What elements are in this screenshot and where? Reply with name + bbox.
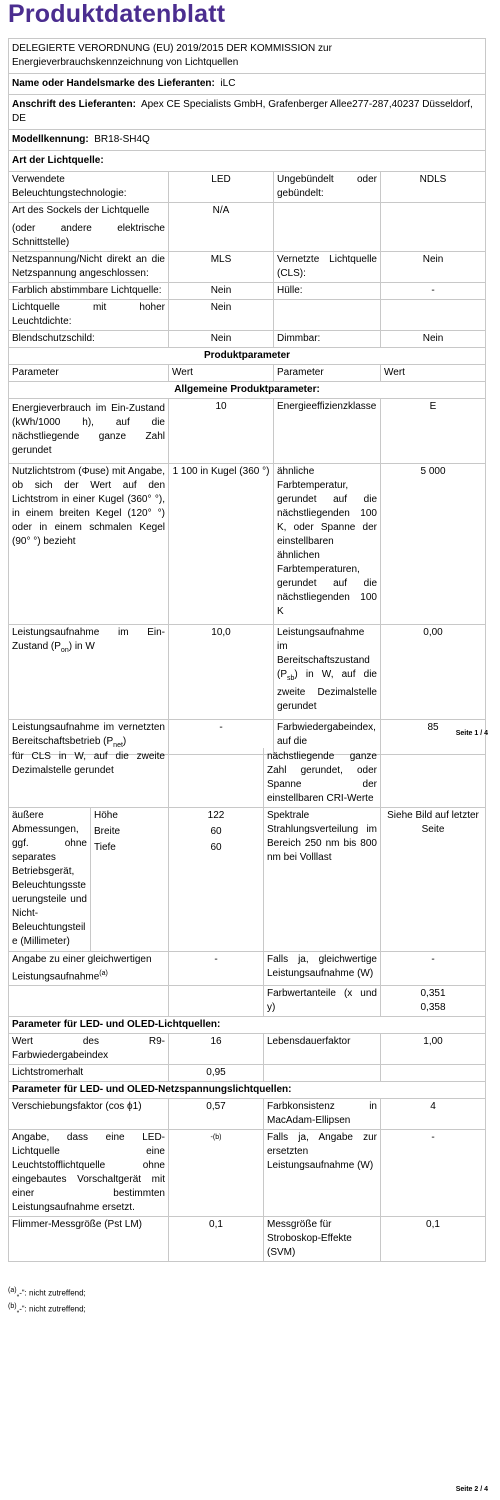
footnote-b — [8, 1303, 86, 1314]
cell — [169, 986, 264, 1017]
depth-label: Tiefe — [94, 842, 116, 853]
table-row — [9, 1065, 486, 1082]
cell: - — [381, 952, 486, 986]
page-label-2: Seite 2 / 4 — [455, 1486, 488, 1493]
cell: Wert des R9-Farbwiedergabeindex — [9, 1034, 169, 1065]
table-row — [9, 172, 486, 203]
cell — [381, 203, 486, 252]
cell — [9, 203, 169, 252]
cell: für CLS in W, auf die zweite Dezimalstelle gerundet — [9, 749, 169, 808]
cell: - — [169, 720, 274, 755]
cell: Ungebündelt oder gebündelt: — [274, 172, 381, 203]
cell: 16 — [169, 1034, 264, 1065]
table-row — [9, 952, 486, 986]
cell: - — [381, 283, 486, 300]
general-header-row — [9, 382, 486, 399]
cell: Lichtstromerhalt — [9, 1065, 169, 1082]
table-row — [9, 1130, 486, 1217]
cell: Flimmer-Messgröße (Pst LM) — [9, 1217, 169, 1262]
column-header: Parameter — [9, 365, 169, 382]
cell: Energieverbrauch im Ein-Zustand (kWh/1000 h), auf die nächstliegende ganze Zahl gerundet — [9, 399, 169, 464]
cell: N/A — [169, 203, 274, 252]
cell: Nein — [169, 331, 274, 348]
product-table-page-2 — [8, 748, 486, 1262]
cell-subscript: sb — [287, 675, 295, 682]
cell: nächstliegende ganze Zahl gerundet, oder Spanne der einstellbaren CRI-Werte — [264, 749, 381, 808]
cell: Farbwiedergabeindex, auf die — [274, 720, 381, 755]
general-header: Allgemeine Produktparameter: — [9, 382, 486, 399]
cell: - — [381, 1130, 486, 1217]
cell: Verwendete Beleuchtungstechnologie: — [9, 172, 169, 203]
cell: 1 100 in Kugel (360 °) — [169, 464, 274, 625]
params-header-row — [9, 348, 486, 365]
cell — [381, 986, 486, 1017]
cell: Vernetzte Lichtquelle (CLS): — [274, 252, 381, 283]
dimensions-row — [9, 808, 486, 952]
supplier-value: iLC — [220, 78, 236, 89]
cell: Angabe, dass eine LED-Lichtquelle eine Leuchtstofflichtquelle ohne eingebautes Vorschaltgerät mit einer bestimmten Leistungsaufnahme ersetzt. — [9, 1130, 169, 1217]
cell: Farbwertanteile (x und y) — [264, 986, 381, 1017]
height-label: Höhe — [94, 810, 118, 821]
table-row — [9, 625, 486, 720]
cell: -(b) — [169, 1130, 264, 1217]
cell: 5 000 — [381, 464, 486, 625]
cell: 10 — [169, 399, 274, 464]
cell: 0,95 — [169, 1065, 264, 1082]
cell-subscript: on — [60, 647, 69, 654]
table-row — [9, 1099, 486, 1130]
cell: 4 — [381, 1099, 486, 1130]
cell: 0,1 — [169, 1217, 264, 1262]
cell — [274, 203, 381, 252]
type-header: Art der Lichtquelle: — [9, 151, 486, 172]
page-label-1: Seite 1 / 4 — [455, 730, 488, 737]
table-row — [9, 749, 486, 808]
column-header: Parameter — [274, 365, 381, 382]
cell — [381, 1065, 486, 1082]
cell — [274, 625, 381, 720]
cell: 0,00 — [381, 625, 486, 720]
cell-line: (oder andere elektrische Schnittstelle) — [12, 223, 165, 248]
cell: Verschiebungsfaktor (cos ϕ1) — [9, 1099, 169, 1130]
cell-text: ) in W, auf die zweite Dezimalstelle gerundet — [277, 669, 377, 712]
column-header: Wert — [381, 365, 486, 382]
cell: Farblich abstimmbare Lichtquelle: — [9, 283, 169, 300]
cell: 85 — [381, 720, 486, 755]
cell-line: Art des Sockels der Lichtquelle — [12, 205, 150, 216]
cell — [264, 1065, 381, 1082]
footnote-a — [8, 1287, 86, 1298]
cell — [9, 986, 169, 1017]
cell: Blendschutzschild: — [9, 331, 169, 348]
cell: Nein — [169, 283, 274, 300]
cell: Nein — [381, 252, 486, 283]
column-header-row — [9, 365, 486, 382]
mains-header: Parameter für LED- und OLED-Netzspannungslichtquellen: — [9, 1082, 486, 1099]
cell-text: Leistungsaufnahme im Bereitschaftszustand (P — [277, 627, 370, 680]
table-row — [9, 203, 486, 252]
cell — [9, 952, 169, 986]
cell-text: ) — [122, 736, 127, 747]
cell: Hülle: — [274, 283, 381, 300]
footnote-a-mark: (a) — [8, 1287, 17, 1294]
table-row — [9, 464, 486, 625]
footnote-a-text: „-“: nicht zutreffend; — [16, 1288, 86, 1298]
supplier-label: Name oder Handelsmarke des Lieferanten: — [12, 78, 215, 89]
cell: Nein — [169, 300, 274, 331]
cell-text: Leistungsaufnahme im vernetzten Bereitschaftsbetrieb (P — [12, 722, 165, 747]
height-value: 122 — [207, 810, 225, 821]
cell — [381, 300, 486, 331]
cell: Messgröße für Stroboskop-Effekte (SVM) — [264, 1217, 381, 1262]
footnote-b-mark: (b) — [8, 1303, 17, 1310]
regulation-text: DELEGIERTE VERORDNUNG (EU) 2019/2015 DER KOMMISSION zur Energieverbrauchskennzeichnung von Lichtquellen — [9, 39, 486, 74]
cell-text: ) in W — [68, 641, 95, 652]
model-label: Modellkennung: — [12, 134, 89, 145]
footnote-ref: (a) — [99, 970, 108, 977]
width-value: 60 — [210, 826, 222, 837]
table-row — [9, 399, 486, 464]
cell: - — [169, 952, 264, 986]
footnote-b-text: „-“: nicht zutreffend; — [16, 1304, 86, 1314]
cell: Spektrale Strahlungsverteilung im Bereich 250 nm bis 800 nm bei Volllast — [264, 808, 381, 952]
cell: Lebensdauerfaktor — [264, 1034, 381, 1065]
cell: E — [381, 399, 486, 464]
address-value: Apex CE Specialists GmbH, Grafenberger Allee277-287,40237 Düsseldorf, DE — [12, 99, 473, 124]
cell: 1,00 — [381, 1034, 486, 1065]
table-row — [9, 252, 486, 283]
cell: 0,57 — [169, 1099, 264, 1130]
cell: Nutzlichtstrom (Φuse) mit Angabe, ob sich der Wert auf den Lichtstrom in einer Kugel (360° °), in einem breiten Kegel (120° °) oder in einem schmalen Kegel (90° °) bezieht — [9, 464, 169, 625]
led-header: Parameter für LED- und OLED-Lichtquellen: — [9, 1017, 486, 1034]
width-label: Breite — [94, 826, 121, 837]
table-row — [9, 986, 486, 1017]
cell: ähnliche Farbtemperatur, gerundet auf die nächstliegenden 100 K, oder Spanne der einstellbaren ähnlichen Farbtemperaturen, gerundet auf die nächstliegenden 100 K — [274, 464, 381, 625]
dimensions-label: äußere Abmessungen, ggf. ohne separates Betriebsgerät, Beleuchtungssteuerungsteile und Nicht-Beleuchtungsteile (Millimeter) — [9, 808, 91, 952]
cell — [381, 749, 486, 808]
cell: Siehe Bild auf letzter Seite — [381, 808, 486, 952]
address-label: Anschrift des Lieferanten: — [12, 99, 136, 110]
led-header-row — [9, 1017, 486, 1034]
product-table-page-1 — [8, 38, 486, 755]
params-header: Produktparameter — [9, 348, 486, 365]
cell: 0,1 — [381, 1217, 486, 1262]
table-row — [9, 300, 486, 331]
model-row — [9, 130, 486, 151]
cell: Lichtquelle mit hoher Leuchtdichte: — [9, 300, 169, 331]
table-row — [9, 283, 486, 300]
cell: Dimmbar: — [274, 331, 381, 348]
cell-text: Angabe zu einer gleichwertigen Leistungsaufnahme — [12, 954, 152, 983]
mains-header-row — [9, 1082, 486, 1099]
cell: MLS — [169, 252, 274, 283]
cell: Falls ja, Angabe zur ersetzten Leistungsaufnahme (W) — [264, 1130, 381, 1217]
depth-value: 60 — [210, 842, 222, 853]
dimension-names — [91, 808, 169, 952]
address-row — [9, 95, 486, 130]
model-value: BR18-SH4Q — [94, 134, 150, 145]
cell — [9, 625, 169, 720]
dimension-values — [169, 808, 264, 952]
cell: Netzspannung/Nicht direkt an die Netzspannung angeschlossen: — [9, 252, 169, 283]
regulation-row — [9, 39, 486, 74]
cell-subscript: net — [113, 742, 123, 749]
cell: Energieeffizienzklasse — [274, 399, 381, 464]
chromaticity-y: 0,358 — [420, 1002, 446, 1014]
type-header-row — [9, 151, 486, 172]
cell-text: Leistungsaufnahme im Ein-Zustand (P — [12, 627, 165, 652]
table-row — [9, 331, 486, 348]
supplier-row — [9, 74, 486, 95]
cell — [169, 749, 264, 808]
cell: Farbkonsistenz in MacAdam-Ellipsen — [264, 1099, 381, 1130]
column-header: Wert — [169, 365, 274, 382]
cell: LED — [169, 172, 274, 203]
cell — [274, 300, 381, 331]
chromaticity-x: 0,351 — [420, 988, 446, 1000]
table-row — [9, 1034, 486, 1065]
cell: Nein — [381, 331, 486, 348]
cell: NDLS — [381, 172, 486, 203]
table-row — [9, 1217, 486, 1262]
cell: Falls ja, gleichwertige Leistungsaufnahme (W) — [264, 952, 381, 986]
page-title: Produktdatenblatt — [8, 0, 226, 28]
cell: 10,0 — [169, 625, 274, 720]
